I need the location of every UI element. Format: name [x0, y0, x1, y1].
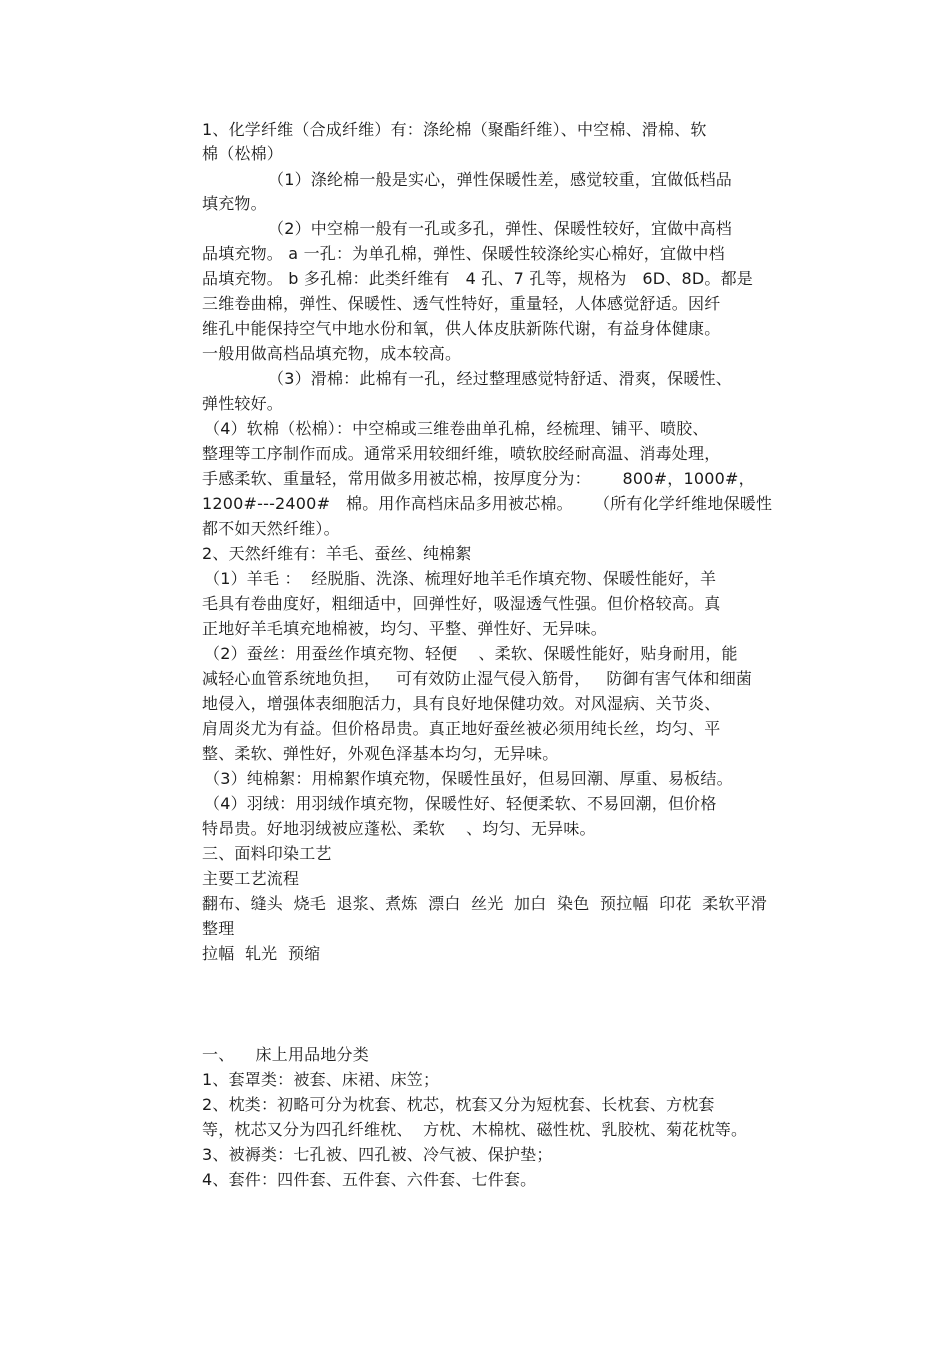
text-line: 毛具有卷曲度好，粗细适中，回弹性好，吸湿透气性强。但价格较高。真 [202, 594, 721, 613]
text-line: 整、柔软、弹性好，外观色泽基本均匀，无异味。 [202, 744, 559, 763]
section-heading: 一、 床上用品地分类 [202, 1045, 369, 1064]
text-line: 1、套罩类：被套、床裙、床笠； [202, 1070, 440, 1089]
text-line: （2）蚕丝：用蚕丝作填充物、轻便 、柔软、保暖性能好，贴身耐用，能 [204, 644, 738, 663]
text-line: 整理等工序制作而成。通常采用较细纤维，喷软胶经耐高温、消毒处理， [202, 444, 721, 463]
text-line: 2、天然纤维有：羊毛、蚕丝、纯棉絮 [202, 544, 472, 563]
text-line: 品填充物。 b 多孔棉：此类纤维有 4 孔、7 孔等，规格为 6D、8D。都是 [202, 269, 753, 288]
text-line: 减轻心血管系统地负担， 可有效防止湿气侵入筋骨， 防御有害气体和细菌 [202, 669, 753, 688]
text-line: 等，枕芯又分为四孔纤维枕、 方枕、木棉枕、磁性枕、乳胶枕、菊花枕等。 [202, 1120, 748, 1139]
section-heading: 三、面料印染工艺 [202, 844, 332, 863]
text-line: （4）羽绒：用羽绒作填充物，保暖性好、轻便柔软、不易回潮，但价格 [204, 794, 717, 813]
text-line: 地侵入，增强体表细胞活力，具有良好地保健功效。对风湿病、关节炎、 [202, 694, 721, 713]
text-line: 主要工艺流程 [202, 869, 300, 888]
text-line: 4、套件：四件套、五件套、六件套、七件套。 [202, 1170, 537, 1189]
text-line: （3）滑棉：此棉有一孔，经过整理感觉特舒适、滑爽，保暖性、 [268, 369, 732, 388]
text-line: 都不如天然纤维）。 [202, 519, 340, 538]
text-line: 1、化学纤维（合成纤维）有：涤纶棉（聚酯纤维）、中空棉、滑棉、软 [202, 120, 707, 139]
text-line: 3、被褥类：七孔被、四孔被、冷气被、保护垫； [202, 1145, 553, 1164]
text-line: 填充物。 [202, 194, 267, 213]
text-line: （3）纯棉絮：用棉絮作填充物，保暖性虽好，但易回潮、厚重、易板结。 [204, 769, 733, 788]
text-line: 棉（松棉） [202, 144, 284, 163]
text-line: 三维卷曲棉，弹性、保暖性、透气性特好，重量轻，人体感觉舒适。因纤 [202, 294, 721, 313]
text-line: （4）软棉（松棉）：中空棉或三维卷曲单孔棉，经梳理、铺平、喷胶、 [204, 419, 709, 438]
text-line: （1）涤纶棉一般是实心，弹性保暖性差，感觉较重，宜做低档品 [268, 170, 732, 189]
text-line: （2）中空棉一般有一孔或多孔，弹性、保暖性较好，宜做中高档 [268, 219, 732, 238]
text-line: 品填充物。 a 一孔：为单孔棉，弹性、保暖性较涤纶实心棉好，宜做中档 [202, 244, 725, 263]
text-line: 肩周炎尤为有益。但价格昂贵。真正地好蚕丝被必须用纯长丝，均匀、平 [202, 719, 721, 738]
text-line: 翻布、缝头 烧毛 退浆、煮炼 漂白 丝光 加白 染色 预拉幅 印花 柔软平滑 [202, 894, 767, 913]
text-line: 特昂贵。好地羽绒被应蓬松、柔软 、均匀、无异味。 [202, 819, 596, 838]
text-line: 1200#---2400# 棉。用作高档床品多用被芯棉。 （所有化学纤维地保暖性 [202, 494, 773, 513]
text-line: 2、枕类：初略可分为枕套、枕芯，枕套又分为短枕套、长枕套、方枕套 [202, 1095, 715, 1114]
text-line: 整理 [202, 919, 235, 938]
text-line: 拉幅 轧光 预缩 [202, 944, 321, 963]
text-line: 维孔中能保持空气中地水份和氧，供人体皮肤新陈代谢，有益身体健康。 [202, 319, 721, 338]
text-line: 一般用做高档品填充物，成本较高。 [202, 344, 462, 363]
text-line: （1）羊毛 ： 经脱脂、洗涤、梳理好地羊毛作填充物、保暖性能好，羊 [204, 569, 717, 588]
text-line: 正地好羊毛填充地棉被，均匀、平整、弹性好、无异味。 [202, 619, 608, 638]
text-line: 弹性较好。 [202, 394, 284, 413]
text-line: 手感柔软、重量轻，常用做多用被芯棉，按厚度分为： 800#，1000#， [202, 469, 755, 488]
